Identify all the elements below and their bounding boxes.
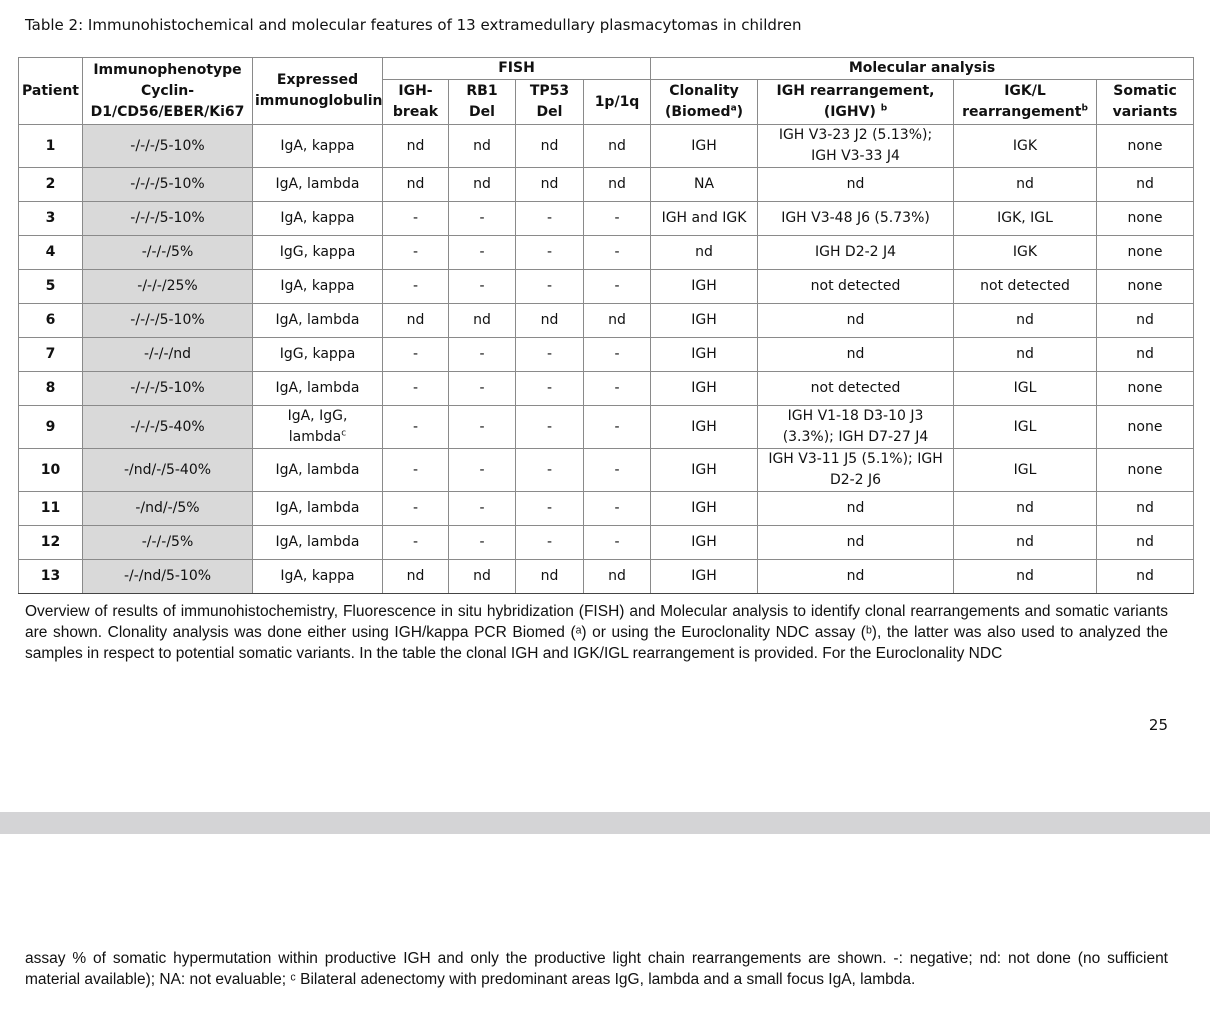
cell-igh-break: - [383,526,449,560]
cell-clonality: IGH [651,304,758,338]
cell-immunoglobulin: IgA, kappa [253,125,383,168]
cell-1p1q: - [584,406,651,449]
cell-somatic-variants: none [1097,449,1194,492]
cell-rb1-del: - [449,236,516,270]
page-separator [0,812,1210,834]
cell-tp53-del: nd [516,560,584,594]
cell-immunoglobulin: IgA, lambda [253,526,383,560]
table-row [19,492,1194,526]
cell-clonality: IGH [651,560,758,594]
cell-tp53-del: nd [516,304,584,338]
document-page-bottom [0,834,1210,1022]
cell-clonality: IGH [651,492,758,526]
cell-1p1q: nd [584,125,651,168]
cell-somatic-variants: none [1097,406,1194,449]
cell-immunophenotype: -/nd/-/5-40% [83,449,253,492]
cell-rb1-del: - [449,492,516,526]
cell-tp53-del: - [516,406,584,449]
cell-igkl-rearrangement: not detected [954,270,1097,304]
cell-immunoglobulin: IgA, lambda [253,168,383,202]
cell-immunoglobulin: IgA, lambda [253,492,383,526]
cell-igh-break: - [383,270,449,304]
cell-igh-rearrangement: IGH V3-48 J6 (5.73%) [758,202,954,236]
cell-immunophenotype: -/-/-/5-10% [83,168,253,202]
cell-igh-break: - [383,406,449,449]
cell-clonality: IGH and IGK [651,202,758,236]
cell-somatic-variants: nd [1097,338,1194,372]
cell-immunophenotype: -/-/-/25% [83,270,253,304]
cell-clonality: IGH [651,449,758,492]
cell-patient: 12 [19,526,83,560]
header-molecular-group: Molecular analysis [651,58,1194,80]
header-fish-group: FISH [383,58,651,80]
cell-clonality: NA [651,168,758,202]
cell-igh-break: nd [383,560,449,594]
cell-igh-break: - [383,372,449,406]
cell-patient: 1 [19,125,83,168]
cell-somatic-variants: nd [1097,492,1194,526]
cell-1p1q: - [584,492,651,526]
cell-tp53-del: - [516,492,584,526]
header-expressed-immunoglobulin: Expressed immunoglobulin [253,58,383,125]
cell-patient: 8 [19,372,83,406]
cell-patient: 2 [19,168,83,202]
table-row [19,202,1194,236]
cell-igh-rearrangement: nd [758,168,954,202]
cell-igh-rearrangement: nd [758,492,954,526]
table-row [19,372,1194,406]
header-immunophenotype: Immunophenotype Cyclin- D1/CD56/EBER/Ki67 [83,58,253,125]
cell-immunophenotype: -/-/-/5% [83,236,253,270]
cell-clonality: IGH [651,372,758,406]
cell-igh-rearrangement: nd [758,338,954,372]
cell-tp53-del: nd [516,168,584,202]
cell-somatic-variants: nd [1097,168,1194,202]
header-clonality: Clonality (Biomed$^a$) [651,80,758,125]
page-number: 25 [1148,716,1168,734]
cell-somatic-variants: none [1097,270,1194,304]
cell-tp53-del: - [516,449,584,492]
header-rb1-del: RB1 Del [449,80,516,125]
cell-somatic-variants: none [1097,372,1194,406]
cell-immunophenotype: -/-/-/nd [83,338,253,372]
cell-igh-break: - [383,449,449,492]
header-igh-break: IGH- break [383,80,449,125]
cell-patient: 4 [19,236,83,270]
cell-igkl-rearrangement: IGL [954,372,1097,406]
table-row [19,526,1194,560]
table-row [19,304,1194,338]
cell-patient: 5 [19,270,83,304]
table-row [19,338,1194,372]
header-somatic-variants: Somatic variants [1097,80,1194,125]
cell-patient: 10 [19,449,83,492]
cell-somatic-variants: none [1097,236,1194,270]
table-row [19,125,1194,168]
cell-1p1q: - [584,202,651,236]
cell-igh-rearrangement: not detected [758,270,954,304]
cell-1p1q: - [584,372,651,406]
cell-1p1q: - [584,236,651,270]
table-row [19,560,1194,594]
header-igkl-rearrangement: IGK/L rearrangement$^b$ [954,80,1097,125]
cell-immunoglobulin: IgA, kappa [253,202,383,236]
cell-igkl-rearrangement: nd [954,526,1097,560]
cell-igh-rearrangement: IGH V3-23 J2 (5.13%); IGH V3-33 J4 [758,125,954,168]
cell-rb1-del: nd [449,125,516,168]
cell-tp53-del: - [516,526,584,560]
cell-rb1-del: nd [449,560,516,594]
header-1p1q: 1p/1q [584,80,651,125]
cell-1p1q: - [584,526,651,560]
cell-igkl-rearrangement: IGK [954,236,1097,270]
cell-igh-rearrangement: nd [758,560,954,594]
cell-patient: 11 [19,492,83,526]
cell-immunophenotype: -/-/-/5% [83,526,253,560]
cell-immunophenotype: -/-/-/5-10% [83,304,253,338]
header-igh-rearrangement: IGH rearrangement, (IGHV) $^b$ [758,80,954,125]
cell-somatic-variants: nd [1097,560,1194,594]
header-patient: Patient [19,58,83,125]
cell-igh-rearrangement: IGH V1-18 D3-10 J3 (3.3%); IGH D7-27 J4 [758,406,954,449]
cell-somatic-variants: nd [1097,304,1194,338]
cell-somatic-variants: none [1097,125,1194,168]
cell-clonality: IGH [651,406,758,449]
cell-rb1-del: - [449,406,516,449]
cell-immunophenotype: -/-/nd/5-10% [83,560,253,594]
cell-igh-rearrangement: nd [758,304,954,338]
cell-igkl-rearrangement: nd [954,304,1097,338]
cell-igkl-rearrangement: nd [954,492,1097,526]
cell-rb1-del: - [449,338,516,372]
cell-immunophenotype: -/nd/-/5% [83,492,253,526]
cell-1p1q: - [584,338,651,372]
cell-igh-break: nd [383,168,449,202]
cell-tp53-del: - [516,202,584,236]
header-tp53-del: TP53 Del [516,80,584,125]
cell-immunophenotype: -/-/-/5-10% [83,372,253,406]
cell-igh-rearrangement: not detected [758,372,954,406]
table-row [19,449,1194,492]
cell-tp53-del: - [516,372,584,406]
cell-igh-rearrangement: nd [758,526,954,560]
cell-immunoglobulin: IgA, lambda [253,449,383,492]
table-caption: Table 2: Immunohistochemical and molecular features of 13 extramedullary plasmacytomas in children [25,16,802,34]
cell-somatic-variants: none [1097,202,1194,236]
table-row [19,270,1194,304]
cell-1p1q: nd [584,168,651,202]
cell-clonality: IGH [651,526,758,560]
cell-clonality: IGH [651,125,758,168]
table-row [19,168,1194,202]
cell-immunoglobulin: IgA, kappa [253,270,383,304]
cell-igh-break: - [383,236,449,270]
cell-igkl-rearrangement: nd [954,168,1097,202]
cell-igkl-rearrangement: nd [954,560,1097,594]
cell-patient: 6 [19,304,83,338]
cell-somatic-variants: nd [1097,526,1194,560]
cell-patient: 3 [19,202,83,236]
cell-igh-break: - [383,338,449,372]
table-footnote-part2: assay % of somatic hypermutation within productive IGH and only the productive light chain rearrangements are shown. -: negative; nd: not done (no sufficient material available); NA: not evaluable; ᶜ Bilateral adenectomy with predominant areas IgG, lambda and a small focus IgA, lambda. [25,950,1168,988]
cell-immunoglobulin: IgA, kappa [253,560,383,594]
cell-rb1-del: - [449,449,516,492]
cell-igkl-rearrangement: IGL [954,449,1097,492]
cell-immunoglobulin: IgA, IgG, lambda$^c$ [253,406,383,449]
cell-igh-break: - [383,202,449,236]
cell-patient: 7 [19,338,83,372]
cell-igh-break: nd [383,304,449,338]
cell-igh-break: nd [383,125,449,168]
table-row [19,236,1194,270]
cell-tp53-del: nd [516,125,584,168]
cell-igh-rearrangement: IGH D2-2 J4 [758,236,954,270]
cell-rb1-del: - [449,372,516,406]
cell-igh-rearrangement: IGH V3-11 J5 (5.1%); IGH D2-2 J6 [758,449,954,492]
cell-igkl-rearrangement: IGL [954,406,1097,449]
cell-immunophenotype: -/-/-/5-40% [83,406,253,449]
cell-clonality: nd [651,236,758,270]
cell-igkl-rearrangement: IGK [954,125,1097,168]
cell-rb1-del: nd [449,168,516,202]
cell-1p1q: - [584,270,651,304]
cell-tp53-del: - [516,338,584,372]
cell-immunoglobulin: IgG, kappa [253,338,383,372]
table-row [19,406,1194,449]
cell-immunoglobulin: IgA, lambda [253,304,383,338]
cell-igkl-rearrangement: nd [954,338,1097,372]
cell-immunophenotype: -/-/-/5-10% [83,125,253,168]
cell-igh-break: - [383,492,449,526]
cell-immunoglobulin: IgA, lambda [253,372,383,406]
cell-1p1q: nd [584,304,651,338]
cell-rb1-del: nd [449,304,516,338]
cell-1p1q: nd [584,560,651,594]
cell-tp53-del: - [516,236,584,270]
cell-rb1-del: - [449,270,516,304]
cell-tp53-del: - [516,270,584,304]
cell-patient: 13 [19,560,83,594]
cell-igkl-rearrangement: IGK, IGL [954,202,1097,236]
table-footnote-part1: Overview of results of immunohistochemistry, Fluorescence in situ hybridization (FISH) and Molecular analysis to identify clonal rearrangements and somatic variants are shown. Clonality analysis was done either using IGH/kappa PCR Biomed (ᵃ) or using the Euroclonality NDC assay (ᵇ), the latter was also used to analyzed the samples in respect to potential somatic variants. In the table the clonal IGH and IGK/IGL rearrangement is provided. For the Euroclonality NDC [25,603,1168,662]
cell-immunoglobulin: IgG, kappa [253,236,383,270]
cell-rb1-del: - [449,202,516,236]
cell-immunophenotype: -/-/-/5-10% [83,202,253,236]
cell-clonality: IGH [651,338,758,372]
cell-1p1q: - [584,449,651,492]
cell-clonality: IGH [651,270,758,304]
cell-patient: 9 [19,406,83,449]
features-table [18,57,1194,594]
cell-rb1-del: - [449,526,516,560]
